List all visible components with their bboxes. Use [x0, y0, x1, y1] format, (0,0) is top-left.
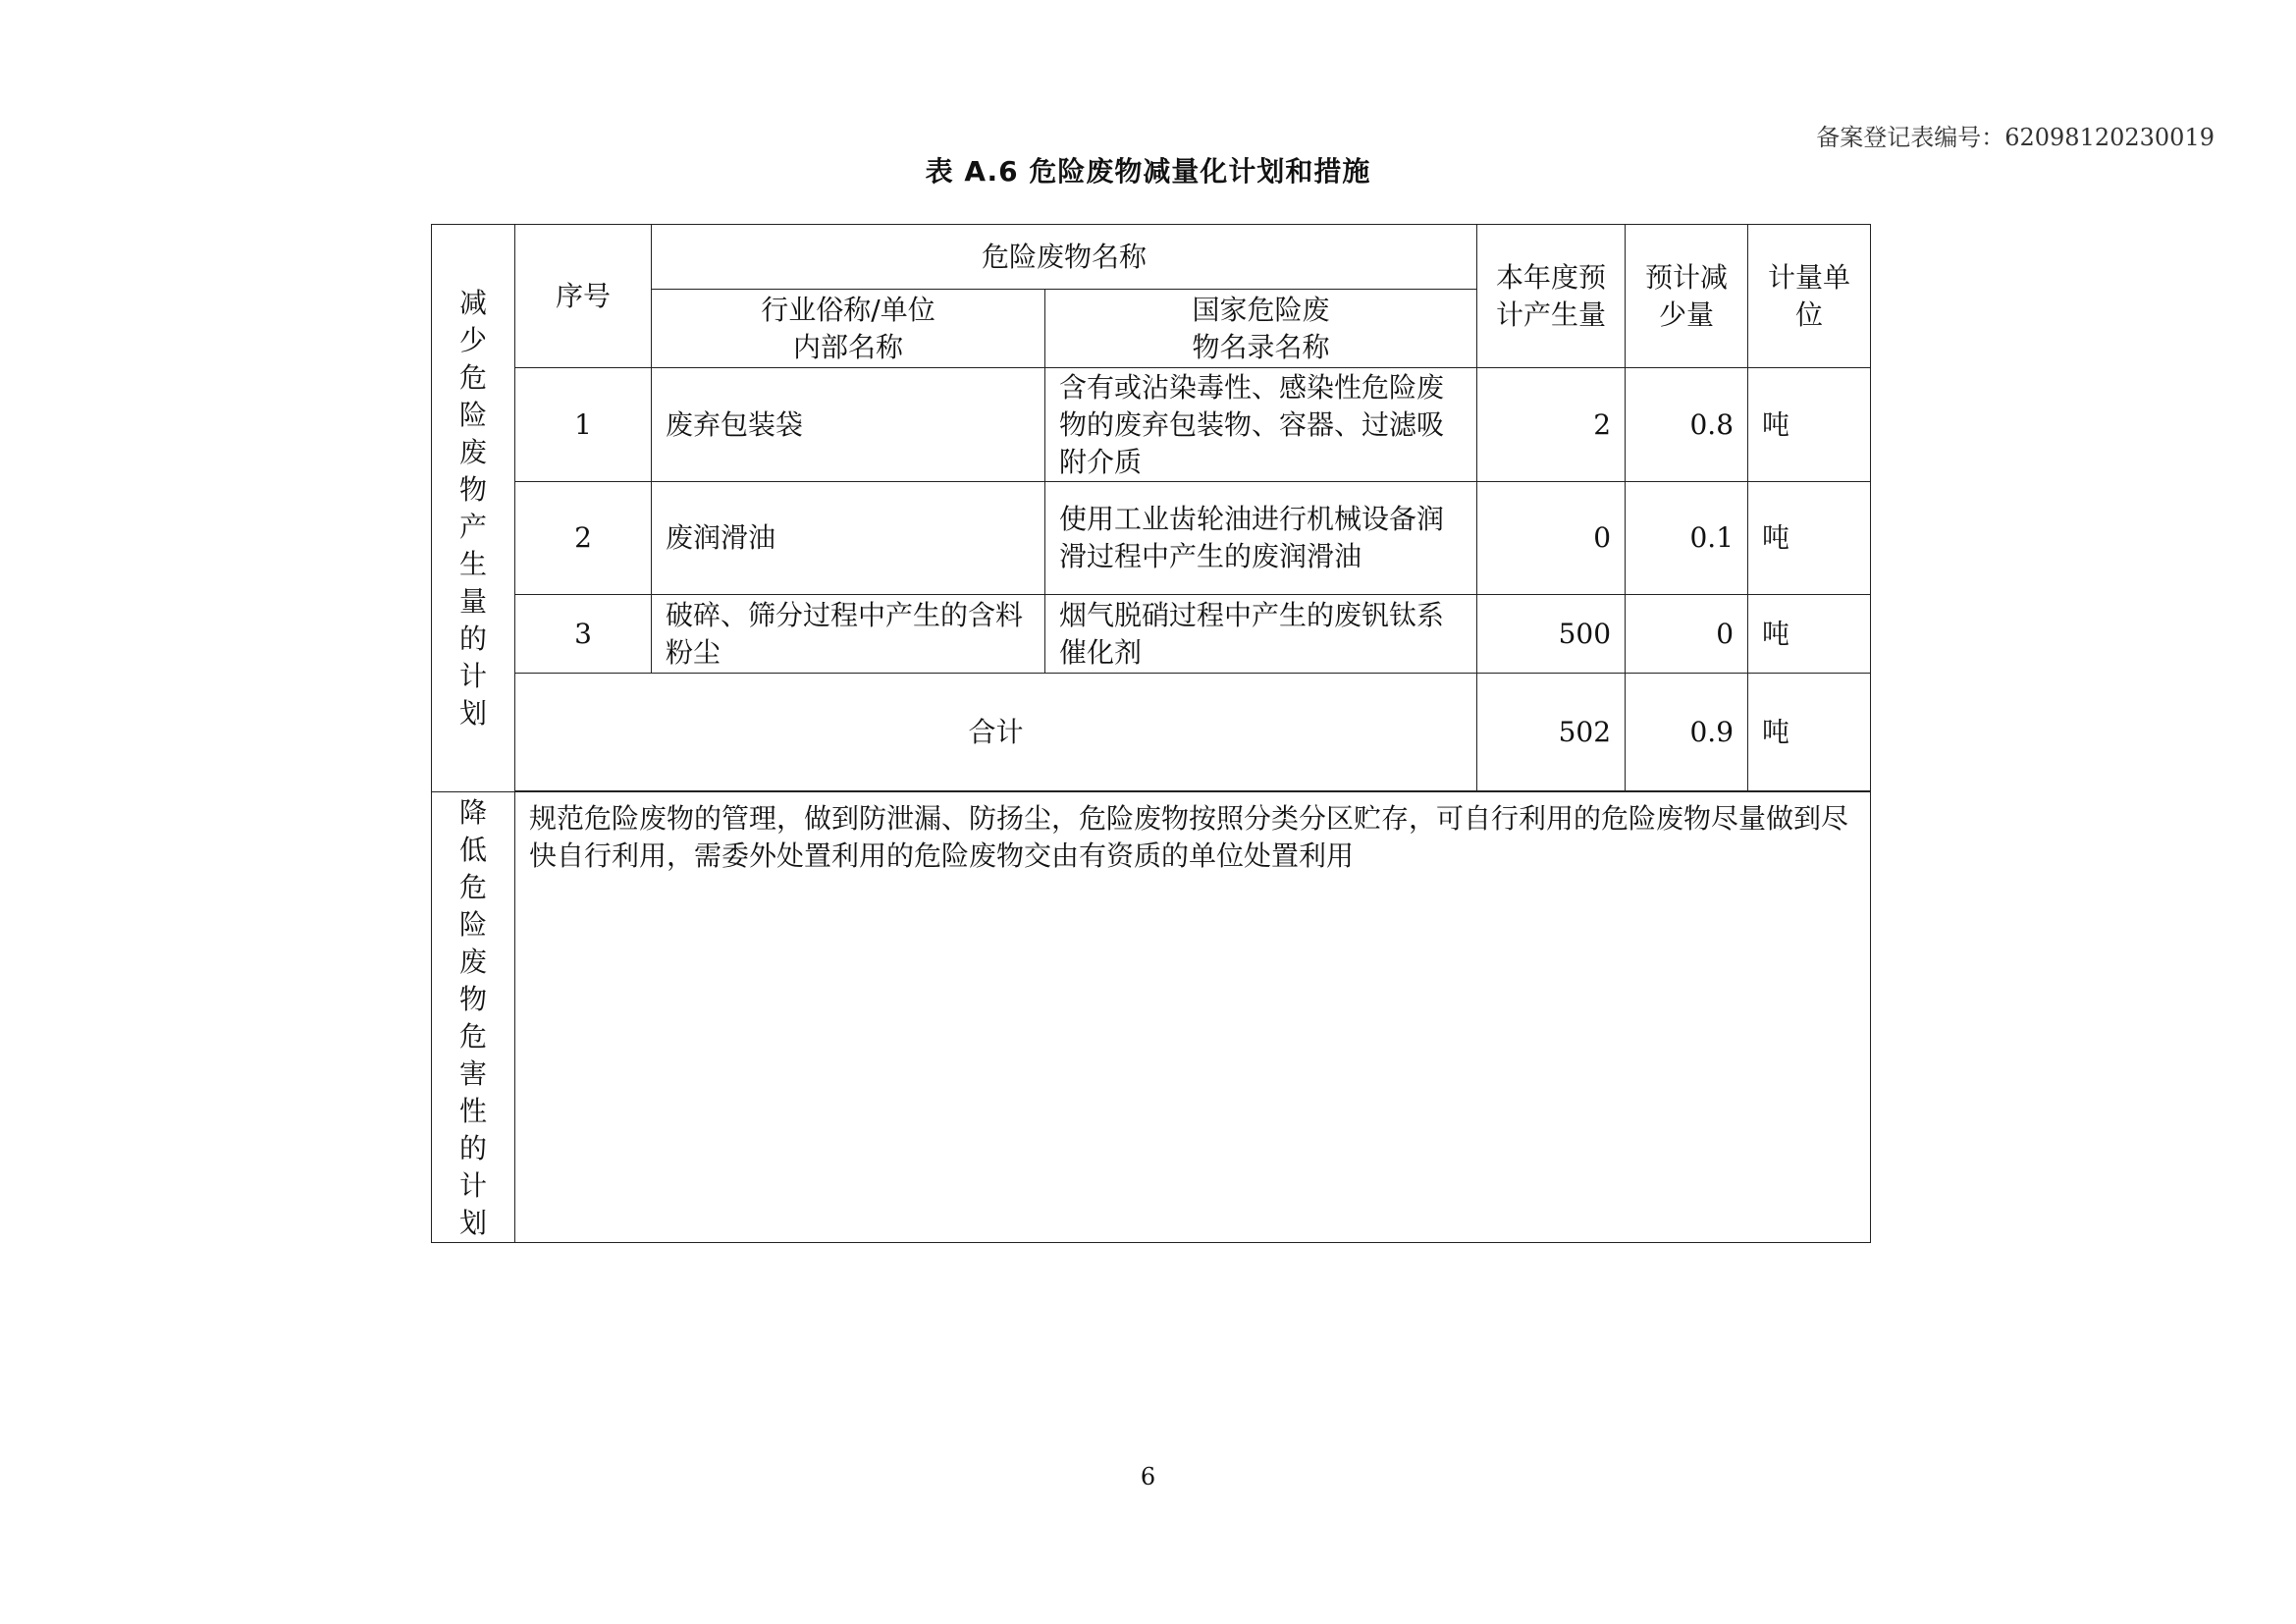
row-common-name: 废润滑油 [652, 482, 1045, 595]
header-national-name: 国家危险废物名录名称 [1045, 290, 1477, 368]
section-label-text: 减少危险废物产生量的计划 [459, 286, 488, 730]
row-output: 2 [1477, 368, 1626, 482]
table-row [432, 595, 1871, 674]
row-seq: 3 [515, 595, 652, 674]
row-reduction: 0.1 [1626, 482, 1748, 595]
row-national-name: 烟气脱硝过程中产生的废钒钛系催化剂 [1045, 595, 1477, 674]
hazard-reduction-plan-text: 规范危险废物的管理，做到防泄漏、防扬尘，危险废物按照分类分区贮存，可自行利用的危险废物尽量做到尽快自行利用，需委外处置利用的危险废物交由有资质的单位处置利用 [515, 792, 1871, 1243]
header-unit: 计量单位 [1748, 225, 1871, 368]
header-waste-name: 危险废物名称 [652, 225, 1477, 290]
page-number: 6 [1140, 1463, 1156, 1490]
row-national-name: 含有或沾染毒性、感染性危险废物的废弃包装物、容器、过滤吸附介质 [1045, 368, 1477, 482]
row-reduction: 0 [1626, 595, 1748, 674]
total-unit: 吨 [1748, 674, 1871, 791]
row-output: 500 [1477, 595, 1626, 674]
total-reduction: 0.9 [1626, 674, 1748, 791]
table-title: 表 A.6 危险废物减量化计划和措施 [925, 155, 1371, 188]
row-seq: 2 [515, 482, 652, 595]
waste-reduction-table [431, 224, 1871, 1243]
section-label-reduce-output [432, 225, 515, 792]
row-common-name: 破碎、筛分过程中产生的含料粉尘 [652, 595, 1045, 674]
row-reduction: 0.8 [1626, 368, 1748, 482]
header-seq: 序号 [515, 225, 652, 368]
row-common-name: 废弃包装袋 [652, 368, 1045, 482]
header-common-name: 行业俗称/单位内部名称 [652, 290, 1045, 368]
row-output: 0 [1477, 482, 1626, 595]
row-national-name: 使用工业齿轮油进行机械设备润滑过程中产生的废润滑油 [1045, 482, 1477, 595]
total-output: 502 [1477, 674, 1626, 791]
row-unit: 吨 [1748, 482, 1871, 595]
section-label-reduce-hazard [432, 792, 515, 1243]
total-row [432, 674, 1871, 791]
section-label-text: 降低危险废物危害性的计划 [459, 796, 488, 1239]
table-row [432, 368, 1871, 482]
total-label: 合计 [515, 674, 1477, 791]
row-unit: 吨 [1748, 368, 1871, 482]
header-reduction: 预计减少量 [1626, 225, 1748, 368]
row-seq: 1 [515, 368, 652, 482]
row-unit: 吨 [1748, 595, 1871, 674]
header-annual-output: 本年度预计产生量 [1477, 225, 1626, 368]
table-row [432, 482, 1871, 595]
registration-number: 备案登记表编号：62098120230019 [1816, 124, 2215, 151]
